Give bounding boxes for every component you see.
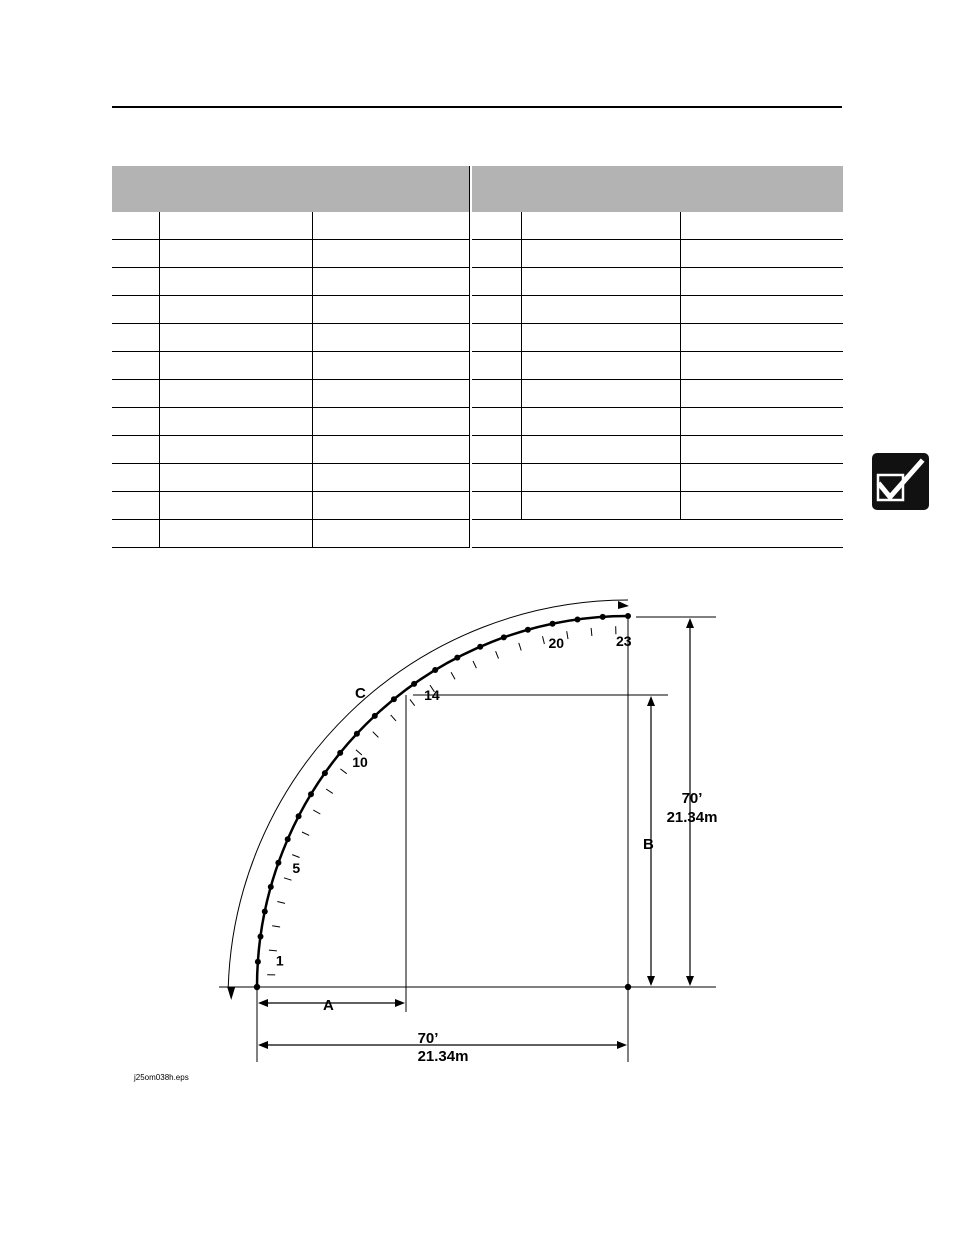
- boom-position-point: [308, 791, 314, 797]
- point-label: 1: [275, 952, 284, 969]
- boom-position-point: [322, 770, 328, 776]
- arc-tick: [272, 926, 280, 927]
- boom-position-point: [525, 627, 531, 633]
- boom-position-point: [411, 681, 417, 687]
- boom-position-point: [296, 813, 302, 819]
- arc-tick: [373, 732, 379, 738]
- arc-tick: [473, 661, 476, 668]
- height-ft-label: 70’: [681, 790, 703, 807]
- arc-tick: [313, 810, 320, 814]
- arc-length-c-curve: [228, 600, 628, 988]
- arc-tick: [269, 950, 277, 951]
- arc-tick: [292, 855, 299, 858]
- arrowhead: [686, 976, 694, 986]
- arrowhead: [647, 976, 655, 986]
- arrowhead: [686, 618, 694, 628]
- boom-position-point: [501, 634, 507, 640]
- boom-position-point: [337, 750, 343, 756]
- boom-position-point: [432, 667, 438, 673]
- boom-position-point: [372, 713, 378, 719]
- arrowhead: [258, 999, 268, 1007]
- boom-position-point: [600, 614, 606, 620]
- arc-tick: [496, 651, 499, 658]
- arc-tick: [410, 699, 415, 705]
- label-a: A: [323, 997, 334, 1014]
- arc-tick: [277, 902, 285, 904]
- point-label: 5: [292, 859, 301, 876]
- label-c: C: [355, 685, 366, 702]
- arc-tick: [302, 832, 309, 835]
- point-label: 23: [616, 633, 632, 649]
- height-m-label: 21.34m: [666, 809, 718, 826]
- boom-position-point: [454, 655, 460, 661]
- boom-position-point: [255, 959, 261, 965]
- boom-position-point: [550, 621, 556, 627]
- arrowhead: [647, 696, 655, 706]
- arc-tick: [284, 878, 292, 880]
- origin-point: [254, 984, 260, 990]
- boom-position-point: [262, 909, 268, 915]
- arc-tick: [519, 643, 521, 651]
- boom-position-point: [258, 934, 264, 940]
- boom-tip-path: [257, 616, 628, 987]
- boom-position-point: [285, 836, 291, 842]
- arc-tick: [543, 636, 545, 644]
- corner-point: [625, 984, 631, 990]
- boom-position-point: [625, 613, 631, 619]
- arrowhead: [227, 987, 235, 1000]
- width-ft-label: 70’: [417, 1030, 439, 1047]
- arc-tick: [591, 628, 592, 636]
- width-m-label: 21.34m: [417, 1048, 469, 1065]
- arc-tick: [391, 715, 396, 721]
- point-label: 14: [424, 686, 440, 703]
- point-label: 20: [548, 634, 565, 651]
- figure-caption: j25om038h.eps: [134, 1073, 189, 1082]
- arrowhead: [617, 1041, 627, 1049]
- arrowhead: [258, 1041, 268, 1049]
- boom-position-point: [268, 884, 274, 890]
- boom-position-point: [275, 860, 281, 866]
- arrowhead: [618, 601, 629, 609]
- arc-tick: [326, 789, 333, 793]
- arrowhead: [395, 999, 405, 1007]
- boom-position-point: [391, 696, 397, 702]
- arc-tick: [567, 631, 568, 639]
- arc-tick: [451, 672, 455, 679]
- boom-position-point: [354, 731, 360, 737]
- label-b: B: [643, 836, 654, 853]
- point-label: 10: [352, 753, 368, 770]
- boom-position-point: [477, 644, 483, 650]
- arc-tick: [340, 769, 346, 774]
- boom-position-point: [575, 617, 581, 623]
